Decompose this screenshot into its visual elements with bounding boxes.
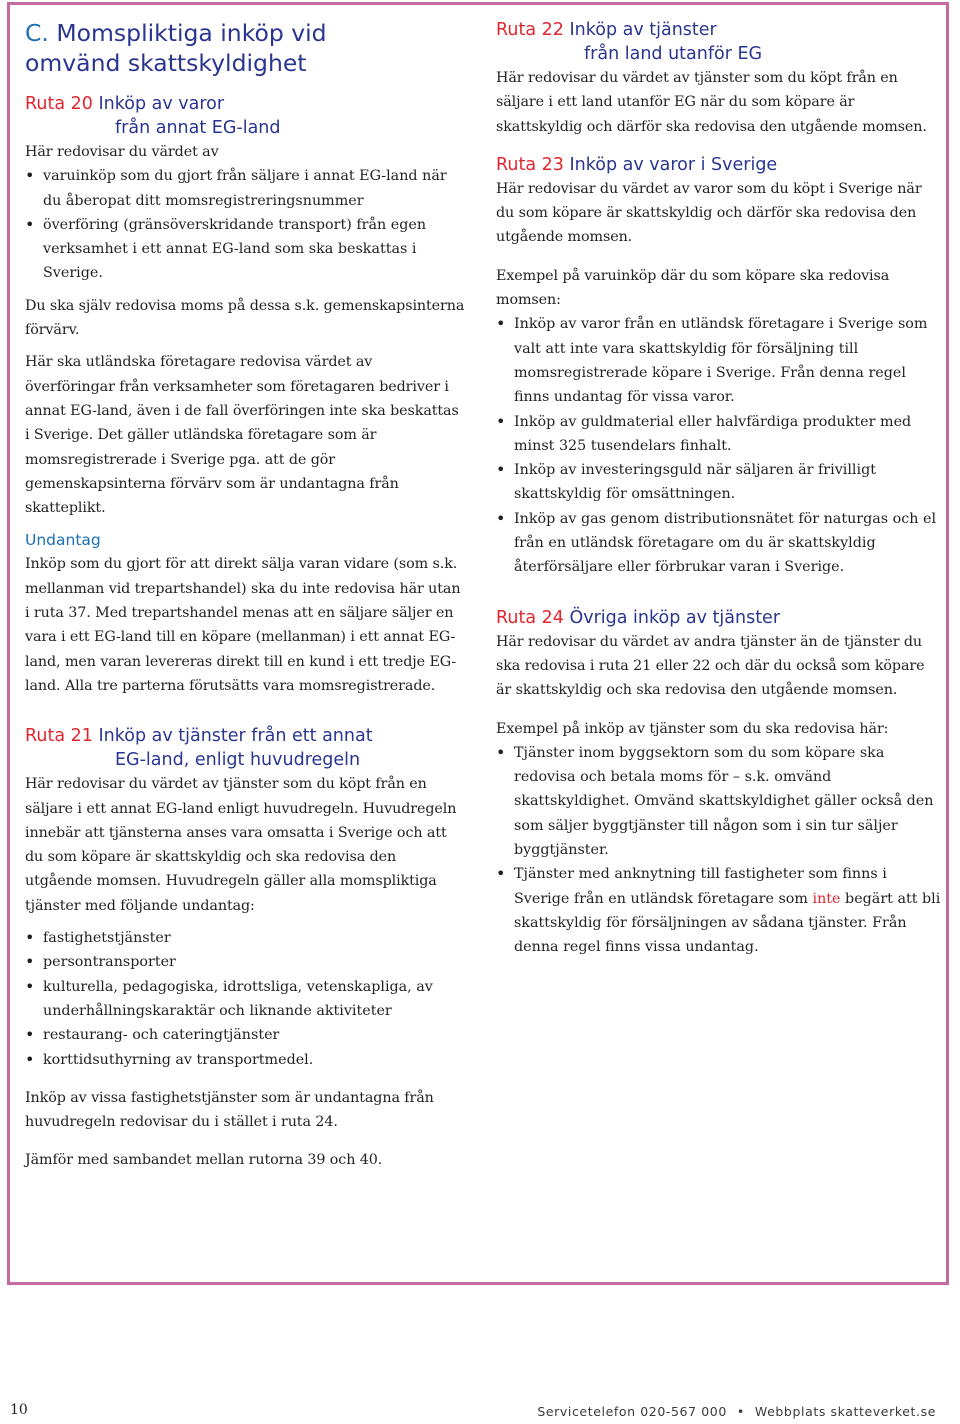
- ruta24-bullet2-start: Tjänster med anknytning till fastigheter som finns i Sverige från en utländsk företagare som: [514, 866, 887, 907]
- ruta24-bullets: [496, 741, 941, 960]
- list-item: • Tjänster inom byggsektorn som du som köpare ska redovisa och betala moms för – s.k. omvänd skattskyldighet. Omvänd skattskyldighet gäller också den som säljer byggtjänster till någon som i sin tur säljer byggtjänster.: [496, 741, 941, 862]
- section-c-title: [25, 18, 465, 78]
- ruta22-label: Ruta 22: [496, 20, 564, 40]
- ruta23-heading: [496, 153, 941, 177]
- left-column: [25, 18, 465, 1173]
- ruta23-label: Ruta 23: [496, 154, 564, 175]
- list-item: • Inköp av investeringsguld när säljaren är frivilligt skattskyldig för omsättningen.: [496, 458, 941, 507]
- ruta23-paragraph-1: Här redovisar du värdet av varor som du köpt i Sverige när du som köpare är skattskyldig och därför ska redovisa den utgående momsen.: [496, 180, 922, 246]
- footer-service-phone: Servicetelefon 020-567 000: [537, 1404, 727, 1419]
- ruta21-label: Ruta 21: [25, 726, 93, 747]
- list-item: • Inköp av gas genom distributionsnätet för naturgas och el från en utländsk företagare om du är skattskyldig återförsäljare eller förbrukar varan i Sverige.: [496, 507, 941, 580]
- ruta20-label: Ruta 20: [25, 94, 93, 114]
- ruta23-heading-text: Inköp av varor i Sverige: [569, 154, 778, 175]
- section-title-line2: omvänd skattskyldighet: [25, 49, 307, 77]
- list-item: • varuinköp som du gjort från säljare i annat EG-land när du åberopat ditt momsregistreringsnummer: [25, 164, 465, 213]
- ruta21-paragraph-2: Inköp av vissa fastighetstjänster som är undantagna från huvudregeln redovisar du i stället i ruta 24.: [25, 1089, 434, 1131]
- list-item: • Inköp av varor från en utländsk företagare i Sverige som valt att inte vara skattskyldig för försäljning till momsregistrerade köpare i Sverige. Från denna regel finns undantag för vissa varor.: [496, 312, 941, 409]
- ruta21-paragraph-1: Här redovisar du värdet av tjänster som du köpt från en säljare i ett annat EG-land enligt huvudregeln. Huvudregeln innebär att tjänsterna anses vara omsatta i Sverige och att du som köpare är skattskyldig och ska redovisa den utgående momsen. Huvudregeln gäller alla momspliktiga tjänster med följande undantag:: [25, 776, 457, 914]
- list-item: • fastighetstjänster: [25, 926, 465, 950]
- ruta21-heading-line1: Inköp av tjänster från ett annat: [98, 726, 373, 747]
- list-item: • persontransporter: [25, 950, 465, 974]
- ruta20-intro: Här redovisar du värdet av: [25, 144, 219, 160]
- ruta23-paragraph-2: Exempel på varuinköp där du som köpare ska redovisa momsen:: [496, 267, 890, 309]
- page-footer: [0, 1402, 960, 1424]
- ruta22-heading: [496, 18, 941, 66]
- ruta20-bullets: [25, 164, 465, 285]
- ruta24-paragraph-2: Exempel på inköp av tjänster som du ska redovisa här:: [496, 720, 889, 737]
- list-item: [496, 862, 941, 959]
- ruta21-paragraph-3: Jämför med sambandet mellan rutorna 39 och 40.: [25, 1152, 383, 1169]
- ruta23-bullets: [496, 312, 941, 579]
- list-item: • restaurang- och cateringtjänster: [25, 1023, 465, 1047]
- ruta21-heading: [25, 724, 465, 772]
- ruta20-heading: [25, 92, 465, 140]
- footer-website: Webbplats skatteverket.se: [754, 1404, 936, 1419]
- right-column: [496, 18, 941, 960]
- list-item: • överföring (gränsöverskridande transport) från egen verksamhet i ett annat EG-land som ska beskattas i Sverige.: [25, 213, 465, 286]
- ruta24-heading: [496, 606, 941, 630]
- undantag-text: Inköp som du gjort för att direkt sälja varan vidare (som s.k. mellanman vid trepartshandel) ska du inte redovisa här utan i ruta 37. Med trepartshandel menas att en säljare säljer en vara i ett EG-land till en köpare (mellanman) i ett annat EG-land, men varan levereras direkt till en kund i ett tredje EG-land. Alla tre parterna förutsätts vara momsregistrerade.: [25, 556, 461, 694]
- ruta22-heading-line1: Inköp av tjänster: [569, 20, 717, 40]
- ruta21-heading-line2: EG-land, enligt huvudregeln: [115, 750, 361, 771]
- ruta21-bullets: [25, 926, 465, 1072]
- footer-contact: [537, 1404, 936, 1419]
- ruta24-label: Ruta 24: [496, 607, 564, 628]
- ruta22-heading-line2: från land utanför EG: [584, 44, 763, 64]
- ruta24-heading-text: Övriga inköp av tjänster: [569, 607, 781, 628]
- list-item: • korttidsuthyrning av transportmedel.: [25, 1048, 465, 1072]
- ruta20-paragraph-2: Här ska utländska företagare redovisa värdet av överföringar från verksamheter som företagaren bedriver i annat EG-land, även i de fall överföringen inte ska beskattas i Sverige. Det gäller utländska företagare som är momsregistrerade i Sverige pga. att de gör gemenskapsinterna förvärv som är undantagna från skatteplikt.: [25, 354, 459, 517]
- ruta22-paragraph-1: Här redovisar du värdet av tjänster som du köpt från en säljare i ett land utanför EG när du som köpare är skattskyldig och därför ska redovisa den utgående momsen.: [496, 70, 927, 135]
- list-item: • Inköp av guldmaterial eller halvfärdiga produkter med minst 325 tusendelars finhalt.: [496, 410, 941, 459]
- section-letter: C.: [25, 19, 49, 47]
- section-title-line1: Momspliktiga inköp vid: [56, 19, 327, 47]
- ruta20-heading-line2: från annat EG-land: [115, 118, 281, 138]
- list-item: • kulturella, pedagogiska, idrottsliga, vetenskapliga, av underhållningskaraktär och liknande aktiviteter: [25, 975, 465, 1024]
- undantag-heading: Undantag: [25, 531, 101, 550]
- ruta24-paragraph-1: Här redovisar du värdet av andra tjänster än de tjänster du ska redovisa i ruta 21 eller 22 och där du också som köpare är skattskyldig och ska redovisa den utgående momsen.: [496, 633, 925, 699]
- ruta20-heading-line1: Inköp av varor: [98, 94, 225, 114]
- page-number: 10: [10, 1402, 28, 1418]
- footer-separator: •: [736, 1404, 745, 1419]
- ruta24-bullet2-emphasis: inte: [812, 890, 841, 907]
- ruta20-paragraph-1: Du ska själv redovisa moms på dessa s.k. gemenskapsinterna förvärv.: [25, 297, 465, 339]
- ruta24-bullet2-end: begärt att bli skattskyldig för försäljningen av sådana tjänster. Från denna regel finns vissa undantag.: [514, 890, 941, 956]
